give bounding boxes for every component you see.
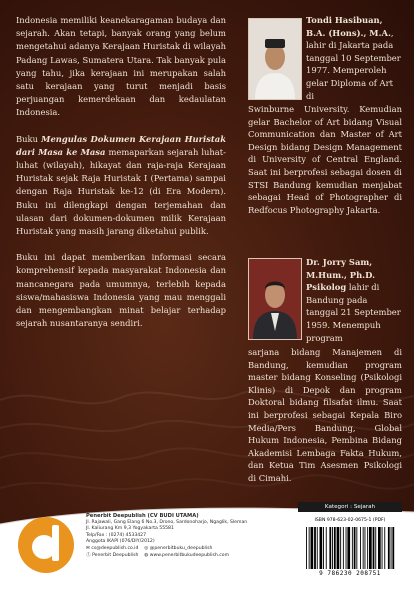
publisher-instagram[interactable]: @penerbitbuku_deepublish	[149, 545, 213, 551]
barcode-bar	[334, 527, 336, 569]
instagram-icon: ◎	[144, 545, 149, 551]
author1-portrait	[249, 19, 301, 99]
barcode-bar	[352, 527, 353, 569]
globe-icon: ◍	[144, 552, 149, 558]
synopsis-paragraph-1: Indonesia memiliki keanekaragaman budaya dan sejarah. Akan tetapi, banyak orang yang belum mengetahui adanya Kerajaan Huristak di wilayah Padang Lawas, Sumatera Utara. Tak banyak pula yang tahu, jika kerajaan ini merupakan salah satu kerajaan yang turut menjadi basis perjuangan kemerdekaan dan kedaulatan Indonesia.	[16, 15, 226, 118]
publisher-website[interactable]: www.penerbitbukudeepublish.com	[149, 552, 230, 558]
barcode-bar	[340, 527, 341, 569]
author2-name: Dr. Jorry Sam, M.Hum., Ph.D. Psikolog	[306, 257, 375, 293]
barcode-bar	[384, 527, 385, 569]
barcode-bar	[378, 527, 381, 569]
publisher-address-1: Jl. Rajawali, Gang Elang 6 No.3, Drono, Sardonoharjo, Ngaglik, Sleman	[86, 519, 248, 525]
barcode-bar	[354, 527, 356, 569]
category-label: Kategori : Sejarah	[298, 502, 402, 512]
barcode-bar	[347, 527, 350, 569]
publisher-contacts-row-1	[86, 546, 286, 553]
publisher-address-2: Jl. Kaliurang Km 9,3 Yogyakarta 55581	[86, 526, 174, 532]
barcode-bar	[391, 527, 392, 569]
email-icon: ✉	[86, 545, 90, 551]
barcode-bar	[356, 527, 357, 569]
barcode-bar	[388, 527, 390, 569]
barcode-bar	[343, 527, 344, 569]
barcode-bar	[314, 527, 316, 569]
barcode-bar	[311, 527, 314, 569]
author2-photo	[248, 258, 302, 340]
author1-bio: Swinburne University. Kemudian gelar Bachelor of Art bidang Visual Communication dan Master of Art Design bidang Design Management di University of Central England. Saat ini berprofesi sebagai dosen di STSI Bandung kemudian menjabat sebagai Head of Photographer di Redfocus Photography Jakarta.	[248, 104, 402, 215]
barcode-bar	[367, 527, 368, 569]
author1-heading-text: , lahir di Jakarta pada tanggal 10 September 1977. Memperoleh gelar Diploma of Art di	[306, 27, 401, 101]
barcode-bar	[373, 527, 375, 569]
synopsis-p2-prefix: Buku	[16, 133, 42, 144]
barcode-bar	[323, 527, 324, 569]
synopsis-paragraph-3: Buku ini dapat memberikan informasi secara komprehensif kepada masyarakat Indonesia dan mancanegara pada umumnya, terlebih kepada siswa/mahasiswa Indonesia yang mau menggali dan mengembangkan minat belajar terhadap sejarah nusantaranya sendiri.	[16, 252, 226, 329]
barcode-panel	[298, 515, 402, 581]
author2-heading	[306, 256, 402, 344]
barcode-bar	[326, 527, 327, 569]
barcode-bar	[382, 527, 383, 569]
author1-name: Tondi Hasibuan, B.A. (Hons)., M.A.	[306, 15, 391, 38]
facebook-icon: ⓕ	[86, 552, 91, 558]
author1-photo	[248, 18, 302, 100]
barcode-bar	[360, 527, 361, 569]
publisher-logo	[16, 515, 76, 575]
synopsis-paragraph-2	[16, 133, 226, 239]
author2-heading-text: lahir di Bandung pada tanggal 21 September 1959. Menempuh program	[306, 282, 401, 343]
book-title-inline: Mengulas Dokumen Kerajaan Huristak dari Masa ke Masa	[16, 133, 226, 157]
publisher-info	[86, 513, 286, 559]
synopsis-p2-suffix: memaparkan sejarah luhat-luhat (wilayah), hikayat dan raja-raja Kerajaan Huristak sejak Raja Huristak I (Pertama) sampai dengan Raja Huristak ke-12 (di Era Modern). Buku ini dilengkapi dengan terjemahan dan ulasan dari dokumen-dokumen milik Kerajaan Huristak yang masih jarang diketahui publik.	[16, 146, 226, 237]
barcode-bar	[369, 527, 372, 569]
publisher-facebook[interactable]: Penerbit Deepublish	[92, 552, 139, 558]
author1-heading	[306, 14, 402, 102]
barcode-bar	[309, 527, 310, 569]
barcode-digits: 9 786230 208751	[319, 570, 381, 577]
publisher-phone: Telp/Fax : (0274) 4533427	[86, 532, 147, 538]
barcode-bar	[363, 527, 364, 569]
publisher-member: Anggota IKAPI (076/DIY/2012)	[86, 539, 155, 545]
barcode-bar	[306, 527, 307, 569]
author2-portrait	[249, 259, 301, 339]
barcode-bar	[375, 527, 376, 569]
barcode-bar	[392, 527, 394, 569]
synopsis	[16, 14, 226, 343]
isbn-text: ISBN 978-623-02-0675-1 (PDF)	[314, 518, 386, 523]
barcode-bar	[332, 527, 333, 569]
barcode-bar	[337, 527, 340, 569]
author2-bio: sarjana bidang Manajemen di Bandung, kemudian program master bidang Konseling (Psikologi Klinis) di Depok dan program Doktoral bidang filsafat ilmu. Saat ini berprofesi sebagai Kepala Biro Media/Pers Bandung, Global Hukum Indonesia, Pembina Bidang Akademisi Lembaga Fakta Hukum, dan Ketua Tim Asesmen Psikologi di Cimahi.	[248, 347, 402, 483]
publisher-email[interactable]: cs@deepublish.co.id	[91, 545, 139, 551]
deepublish-logo-icon	[16, 515, 76, 575]
barcode-bar	[329, 527, 331, 569]
barcode-bar	[365, 527, 366, 569]
barcode-bar	[317, 527, 318, 569]
publisher-contacts-row-2	[86, 553, 286, 560]
barcode-bar	[320, 527, 323, 569]
publisher-name: Penerbit Deepublish (CV BUDI UTAMA)	[86, 513, 199, 519]
barcode-bar	[346, 527, 347, 569]
